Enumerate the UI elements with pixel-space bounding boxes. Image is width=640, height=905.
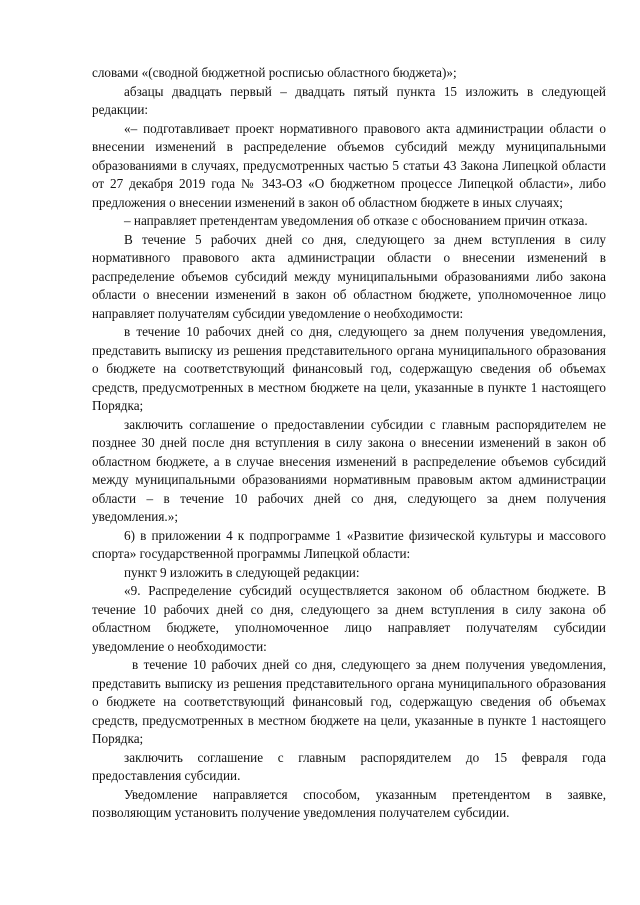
paragraph-8: 6) в приложении 4 к подпрограмме 1 «Развитие физической культуры и массового спорта» государственной программы Липецкой области:	[92, 527, 606, 561]
paragraph-5: В течение 5 рабочих дней со дня, следующего за днем вступления в силу нормативного правового акта администрации области о внесении изменений в распределение объемов субсидий между муниципальными образованиями либо закона области о внесении изменений в закон об областном бюджете, уполномоченное лицо направляет получателям субсидии уведомление о необходимости:	[92, 231, 606, 321]
paragraph-4: – направляет претендентам уведомления об отказе с обоснованием причин отказа.	[124, 213, 588, 228]
paragraph-9: пункт 9 изложить в следующей редакции:	[124, 564, 360, 580]
paragraph-3: «– подготавливает проект нормативного правового акта администрации области о внесении изменений в распределение объемов субсидий между муниципальными образованиями в случаях, предусмотренных частью 5 статьи 43 Закона Липецкой области от 27 декабря 2019 года № 343-ОЗ «О бюджетном процессе Липецкой области», либо предложения о внесении изменений в закон об областном бюджете в иных случаях;	[92, 120, 606, 210]
paragraph-12: заключить соглашение с главным распорядителем до 15 февраля года предоставления субсидии.	[92, 749, 606, 783]
paragraph-6: в течение 10 рабочих дней со дня, следующего за днем получения уведомления, представить выписку из решения представительного органа муниципального образования о бюджете на соответствующий финансовый год, содержащую сведения об объемах средств, предусмотренных в местном бюджете на цели, указанные в пункте 1 настоящего Порядка;	[92, 324, 606, 413]
paragraph-2: абзацы двадцать первый – двадцать пятый пункта 15 изложить в следующей редакции:	[92, 83, 606, 117]
paragraph-1: словами «(сводной бюджетной росписью областного бюджета)»;	[92, 65, 457, 80]
paragraph-13: Уведомление направляется способом, указанным претендентом в заявке, позволяющим установить получение уведомления получателем субсидии.	[92, 786, 606, 820]
paragraph-7: заключить соглашение о предоставлении субсидии с главным распорядителем не позднее 30 дней после дня вступления в силу закона о внесении изменений в закон об областном бюджете, а в случае внесения изменений в распределение объемов субсидий между муниципальными образованиями нормативным правовым актом администрации области – в течение 10 рабочих дней со дня, следующего за днем получения уведомления.»;	[92, 416, 606, 524]
document-page	[92, 64, 606, 823]
paragraph-11: в течение 10 рабочих дней со дня, следующего за днем получения уведомления, представить выписку из решения представительного органа муниципального образования о бюджете на соответствующий финансовый год, содержащую сведения об объемах средств, предусмотренных в местном бюджете на цели, указанные в пункте 1 настоящего Порядка;	[92, 657, 606, 746]
paragraph-10: «9. Распределение субсидий осуществляется законом об областном бюджете. В течение 10 рабочих дней со дня, следующего за днем вступления в силу закона об областном бюджете, уполномоченное лицо направляет получателям субсидии уведомление о необходимости:	[92, 583, 606, 654]
